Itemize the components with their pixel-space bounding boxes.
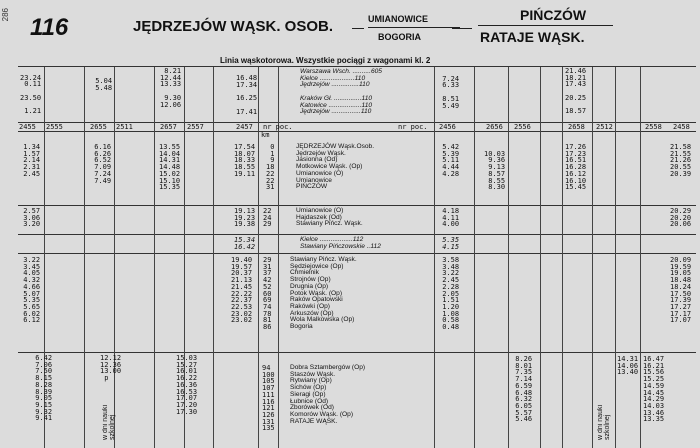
times-col: 19.40 19.57 20.37 21.13 21.45 22.22 22.37 22.53 23.02 23.02	[231, 256, 253, 325]
km-col: 0 1 9 18 22 22 31	[266, 143, 275, 192]
train-no: 2458	[673, 123, 690, 131]
train-no-label: nr poc.	[398, 123, 428, 131]
header-dash	[452, 28, 472, 29]
column-rule	[434, 67, 435, 448]
train-no: 2658	[568, 123, 585, 131]
column-rule	[592, 67, 593, 448]
times-col: 4.18 4.11 4.00	[442, 207, 460, 229]
times-col: 5.04 5.48	[95, 77, 113, 92]
header-divider	[368, 27, 460, 28]
times-col: 17.26 17.23 16.51 16.28 16.12 16.10 15.45	[565, 143, 587, 192]
times-col: 20.29 20.20 20.06	[670, 207, 692, 229]
rule	[18, 205, 696, 206]
school-days-note: w dni nauki szkolnej	[102, 404, 116, 440]
times-col: 16.48 17.34 16.25 17.41	[236, 74, 258, 116]
times-col: 1.34 1.57 2.14 2.31 2.45	[23, 143, 41, 178]
times-col: 21.46 18.21 17.43 20.25 18.57	[565, 67, 587, 116]
times-col: 2.57 3.06 3.20	[23, 207, 41, 229]
column-rule	[640, 67, 641, 448]
column-rule	[562, 67, 563, 448]
stations: Dobra Sztambergów (Op) Staszów Wąsk. Rytwiany (Op) Sichów (Op) Sieragi (Op) Łubnice (Od) Zborówek (Od) Komorów Wąsk. (Op) RATAJE WĄSK.	[290, 364, 366, 425]
times-col: 23.24 0.11 23.50 1.21	[20, 73, 42, 116]
km-col: 22 24 29	[263, 207, 272, 229]
times-col: 3.22 3.45 4.05 4.32 4.66 5.07 5.35 5.65 6.02 6.12	[23, 256, 41, 325]
times-col: 5.35 4.15	[442, 236, 460, 251]
stations: JĘDRZEJÓW Wąsk.Osob. Jędrzejów Wąsk. Jasionna (Od) Motkowice Wąsk. (Op) Umianowice (O) Umianowice PIŃCZÓW	[296, 143, 375, 191]
times-col: 16.47 16.21 15.56 15.25 14.59 14.45 14.29 14.03 13.46 13.35	[643, 355, 665, 424]
column-rule	[508, 67, 509, 448]
header-via-1: UMIANOWICE	[368, 14, 428, 24]
header-dash	[352, 28, 364, 29]
rule	[18, 131, 696, 132]
times-col: 8.21 12.44 13.33 9.30 12.06	[160, 67, 182, 109]
rule	[18, 352, 696, 353]
train-no: 2512	[596, 123, 613, 131]
times-col: 3.58 3.48 3.22 2.45 2.28 2.05 1.51 1.20 1.08 0.58 0.48	[442, 256, 460, 332]
times-col: 7.24 6.33 8.51 5.49	[442, 74, 460, 110]
column-rule	[84, 67, 85, 448]
times-col: 6.42 7.06 7.50 8.15 8.28 8.39 9.05 9.15 9.32 9.41	[35, 354, 53, 423]
train-no: 2455	[19, 123, 36, 131]
times-col: 20.09 19.59 19.05 18.48 18.24 17.50 17.39 17.27 17.17 17.07	[670, 256, 692, 325]
train-no-label: nr poc.	[263, 123, 293, 131]
times-col: 14.31 14.06 13.40	[617, 355, 639, 377]
km-col: 94 100 105 107 111 116 121 126 131 135	[262, 364, 275, 433]
times-col: 13.55 14.04 14.31 14.48 15.02 15.10 15.35	[159, 143, 181, 192]
header-via-2: BOGORIA	[378, 32, 422, 42]
header-origin: JĘDRZEJÓW WĄSK. OSOB.	[133, 18, 334, 35]
times-col: 12.12 12.36 13.00 p	[100, 354, 122, 383]
rule	[18, 234, 696, 235]
rule	[18, 253, 696, 254]
school-days-note: w dni nauki szkolnej	[597, 404, 611, 440]
train-no: 2511	[116, 123, 133, 131]
train-no: 2456	[439, 123, 456, 131]
header-dest-1: PIŃCZÓW	[520, 7, 587, 23]
column-rule	[540, 67, 541, 448]
train-no: 2556	[514, 123, 531, 131]
train-no: 2657	[160, 123, 177, 131]
train-no: 2457	[236, 123, 253, 131]
times-col: 6.16 6.26 6.52 7.09 7.24 7.49	[94, 143, 112, 185]
connection-stations: Warszawa Wsch. ..........605 Kielce ...................110 Jędrzejów ...............110 Kraków Gł. ...............110 Katowice ..................110 Jędrzejów ................110	[300, 68, 382, 116]
header-divider	[478, 25, 613, 26]
times-col: 19.13 19.23 19.38	[234, 207, 256, 229]
train-no: 2557	[187, 123, 204, 131]
rule	[18, 66, 696, 67]
times-col: 15.03 15.27 16.01 16.22 16.36 16.53 17.07 17.20 17.30	[176, 354, 198, 416]
page-number: 286	[1, 8, 10, 22]
km-label: km	[261, 131, 270, 139]
train-no: 2555	[46, 123, 63, 131]
train-no: 2656	[486, 123, 503, 131]
train-no: 2655	[90, 123, 107, 131]
column-rule	[474, 67, 475, 448]
table-number: 116	[30, 14, 69, 41]
subtitle: Linia wąskotorowa. Wszystkie pociągi z wagonami kl. 2	[220, 56, 431, 65]
stations: Stawiany Pińcz. Wąsk. Sędziejowice (Op) Chmielnik Strojnów (Op) Drugnia (Op) Potok Wąsk. (Op) Raków Opatowski Rakówki (Op) Arkuszów (Op) Wola Malkowska (Op) Bogoria	[290, 256, 357, 331]
column-rule	[258, 67, 259, 448]
times-col: 10.03 9.36 9.13 8.57 8.55 8.30	[484, 149, 506, 192]
train-no: 2558	[645, 123, 662, 131]
times-col: 21.58 21.55 21.26 20.55 20.39	[670, 143, 692, 178]
times-col: 15.34 16.42	[234, 236, 256, 251]
column-rule	[213, 67, 214, 448]
times-col: 17.54 18.07 18.33 18.55 19.11	[234, 143, 256, 178]
times-col: 5.42 5.39 5.11 4.44 4.28	[442, 143, 460, 178]
header-dest-2: RATAJE WĄSK.	[480, 29, 585, 45]
column-rule	[154, 67, 155, 448]
times-col: 8.26 8.01 7.35 7.14 6.59 6.48 6.32 6.05 5.57 5.46	[515, 355, 533, 424]
column-rule	[615, 67, 616, 448]
connection-stations: Kielce ..................112 Stawiany Pińczowskie ..112	[300, 236, 381, 250]
km-col: 29 31 37 42 52 60 69 74 78 81 86	[263, 256, 272, 332]
stations: Umianowice (O) Hajdaszek (Od) Stawiany Pińcz. Wąsk.	[296, 207, 363, 228]
